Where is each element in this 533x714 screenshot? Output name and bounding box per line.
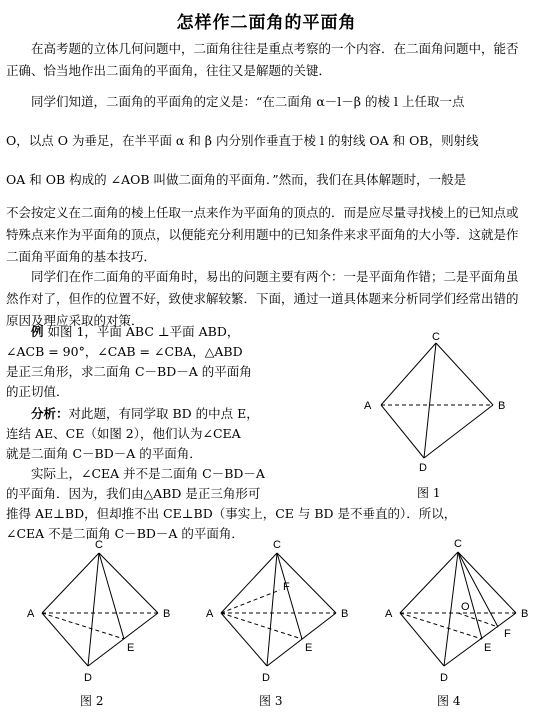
fig3-label-d: D xyxy=(262,672,270,684)
caption-figure-1: 图 1 xyxy=(417,486,441,500)
fig4-label-o: O xyxy=(461,601,470,613)
example-line-2: ∠ACB = 90°，∠CAB = ∠CBA，△ABD xyxy=(6,344,243,359)
fig3-label-f: F xyxy=(283,581,290,593)
analysis-line-3: 就是二面角 C－BD－A 的平面角． xyxy=(6,446,202,461)
fig1-label-a: A xyxy=(364,400,372,412)
example-line-3: 是正三角形，求二面角 C－BD－A 的平面角 xyxy=(6,364,252,379)
example-line-1: 例 如图 1，平面 ABC ⊥平面 ABD， xyxy=(31,324,240,339)
definition-line-3: OA 和 OB 构成的 ∠AOB 叫做二面角的平面角．”然而，我们在具体解题时，一般是 xyxy=(6,172,467,187)
fig4-label-b: B xyxy=(521,608,529,620)
caption-figure-3: 图 3 xyxy=(259,694,283,708)
analysis-line-2: 连结 AE、CE（如图 2），他们认为∠CEA xyxy=(6,426,241,441)
analysis-line-4: 实际上，∠CEA 并不是二面角 C－BD－A xyxy=(31,466,265,481)
definition-line-2: O，以点 O 为垂足，在半平面 α 和 β 内分别作垂直于棱 l 的射线 OA 和 OB，则射线 xyxy=(6,133,479,148)
fig4-label-a: A xyxy=(385,608,393,620)
fig2-label-c: C xyxy=(95,539,103,551)
analysis-line-1: 分析：对此题，有同学取 BD 的中点 E， xyxy=(31,406,259,421)
example-line-4: 的正切值． xyxy=(6,384,69,399)
fig1-label-b: B xyxy=(498,400,506,412)
analysis-label: 分析： xyxy=(31,406,69,421)
fig3-label-e: E xyxy=(305,642,313,654)
fig3-label-c: C xyxy=(273,539,281,551)
analysis-line-6: 推得 AE⊥BD，但却推不出 CE⊥BD（事实上，CE 与 BD 是不垂直的）．所以， xyxy=(6,506,457,521)
analysis-line-5: 的平面角．因为，我们由△ABD 是正三角形可 xyxy=(6,486,261,501)
fig2-label-e: E xyxy=(127,642,135,654)
analysis-line-7: ∠CEA 不是二面角 C－BD－A 的平面角． xyxy=(6,526,244,541)
example-label: 例 xyxy=(31,324,44,339)
fig1-label-c: C xyxy=(432,331,440,343)
caption-figure-2: 图 2 xyxy=(80,694,104,708)
fig1-label-d: D xyxy=(419,462,427,474)
fig3-label-b: B xyxy=(341,608,349,620)
fig3-label-a: A xyxy=(206,608,214,620)
page-title: 怎样作二面角的平面角 xyxy=(176,13,357,33)
paragraph-technique: 不会按定义在二面角的棱上任取一点来作为平面角的顶点的．而是应尽量寻找棱上的已知点或特殊点来作为平面角的顶点，以便能充分利用题中的已知条件来求平面角的大小等．这就是作二面角平面角的基本技巧． xyxy=(6,205,519,264)
fig4-label-f: F xyxy=(504,628,511,640)
paragraph-intro: 在高考题的立体几何问题中，二面角往往是重点考察的一个内容．在二面角问题中，能否正确、恰当地作出二面角的平面角，往往又是解题的关键． xyxy=(6,41,519,78)
fig4-label-c: C xyxy=(454,538,462,550)
definition-line-1: 同学们知道，二面角的平面角的定义是：“在二面角 α－l－β 的棱 l 上任取一点 xyxy=(31,94,465,109)
paragraph-common-errors: 同学们在作二面角的平面角时，易出的问题主要有两个：一是平面角作错；二是平面角虽然作对了，但作的位置不好，致使求解较繁．下面，通过一道具体题来分析同学们经常出错的原因及理应采取的对策． xyxy=(6,269,519,328)
fig2-label-b: B xyxy=(163,608,171,620)
fig2-label-d: D xyxy=(84,672,92,684)
fig4-label-d: D xyxy=(440,672,448,684)
caption-figure-4: 图 4 xyxy=(437,694,461,708)
fig2-label-a: A xyxy=(27,608,35,620)
fig4-label-e: E xyxy=(484,642,492,654)
